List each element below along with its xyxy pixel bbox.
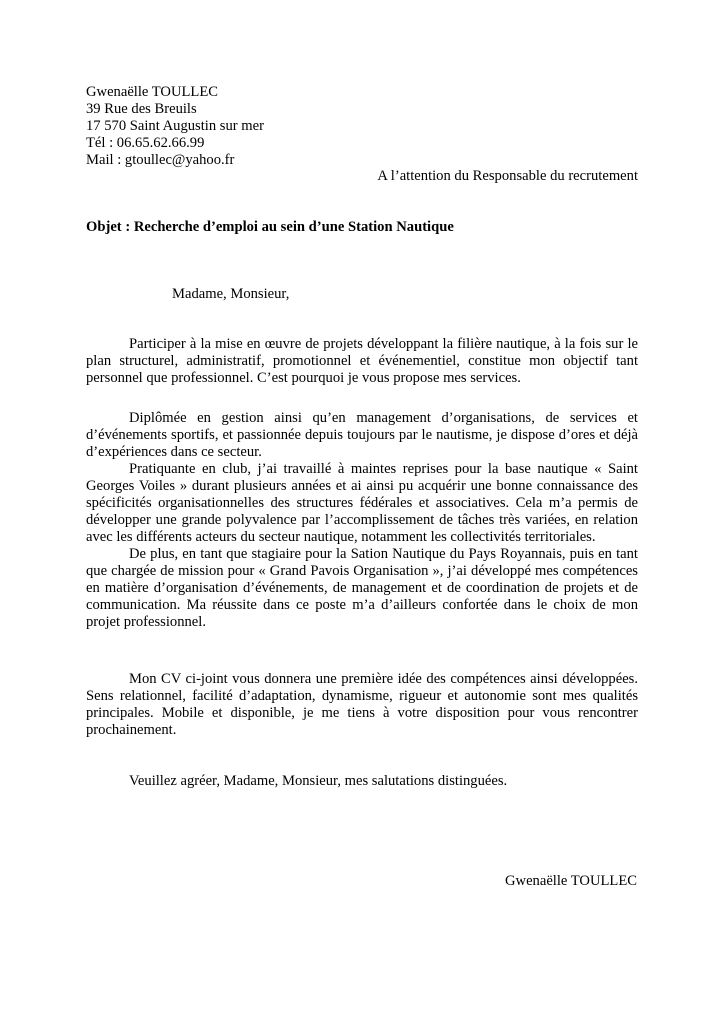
paragraph-objective: Participer à la mise en œuvre de projets développant la filière nautique, à la fois sur le plan structurel, administratif, promotionnel et événementiel, constitue mon objectif tant personnel que professionnel. C’est pourquoi je vous propose mes services. [86, 336, 638, 386]
paragraph-block-intro [86, 336, 638, 387]
paragraph-club-experience: Pratiquante en club, j’ai travaillé à maintes reprises pour la base nautique « Saint Georges Voiles » durant plusieurs années et ai ainsi pu acquérir une bonne connaissance des spécificités organisationnelles des structures fédérales et associatives. Cela m’a permis de développer une grande polyvalence par l’accomplissement de tâches très variées, en relation avec les différents acteurs du secteur nautique, notamment les collectivités territoriales. [86, 461, 638, 545]
sender-address-block [86, 84, 264, 169]
paragraph-closing: Veuillez agréer, Madame, Monsieur, mes salutations distinguées. [129, 773, 508, 789]
sender-name: Gwenaëlle TOULLEC [86, 84, 218, 100]
recipient-attention: A l’attention du Responsable du recrutement [377, 168, 638, 184]
paragraph-cv-qualities: Mon CV ci-joint vous donnera une première idée des compétences ainsi développées. Sens relationnel, facilité d’adaptation, dynamisme, rigueur et autonomie sont mes qualités principales. Mobile et disponible, je me tiens à votre disposition pour vous rencontrer prochainement. [86, 671, 638, 738]
sender-email: Mail : gtoullec@yahoo.fr [86, 152, 235, 168]
paragraph-block-experience [86, 410, 638, 631]
letter-salutation: Madame, Monsieur, [172, 286, 290, 302]
sender-street: 39 Rue des Breuils [86, 101, 197, 117]
letter-subject: Objet : Recherche d’emploi au sein d’une Station Nautique [86, 219, 454, 235]
signature: Gwenaëlle TOULLEC [505, 873, 637, 889]
paragraph-block-closing [86, 773, 638, 790]
paragraph-block-cv [86, 671, 638, 739]
sender-city: 17 570 Saint Augustin sur mer [86, 118, 264, 134]
paragraph-internship: De plus, en tant que stagiaire pour la Sation Nautique du Pays Royannais, puis en tant que chargée de mission pour « Grand Pavois Organisation », j’ai développé mes compétences en matière d’organisation d’événements, de management et de coordination de projets et de communication. Ma réussite dans ce poste m’a d’ailleurs confortée dans le choix de mon projet professionnel. [86, 546, 638, 630]
paragraph-education: Diplômée en gestion ainsi qu’en management d’organisations, de services et d’événements sportifs, et passionnée depuis toujours par le nautisme, je dispose d’ores et déjà d’expériences dans ce secteur. [86, 410, 638, 460]
sender-phone: Tél : 06.65.62.66.99 [86, 135, 205, 151]
